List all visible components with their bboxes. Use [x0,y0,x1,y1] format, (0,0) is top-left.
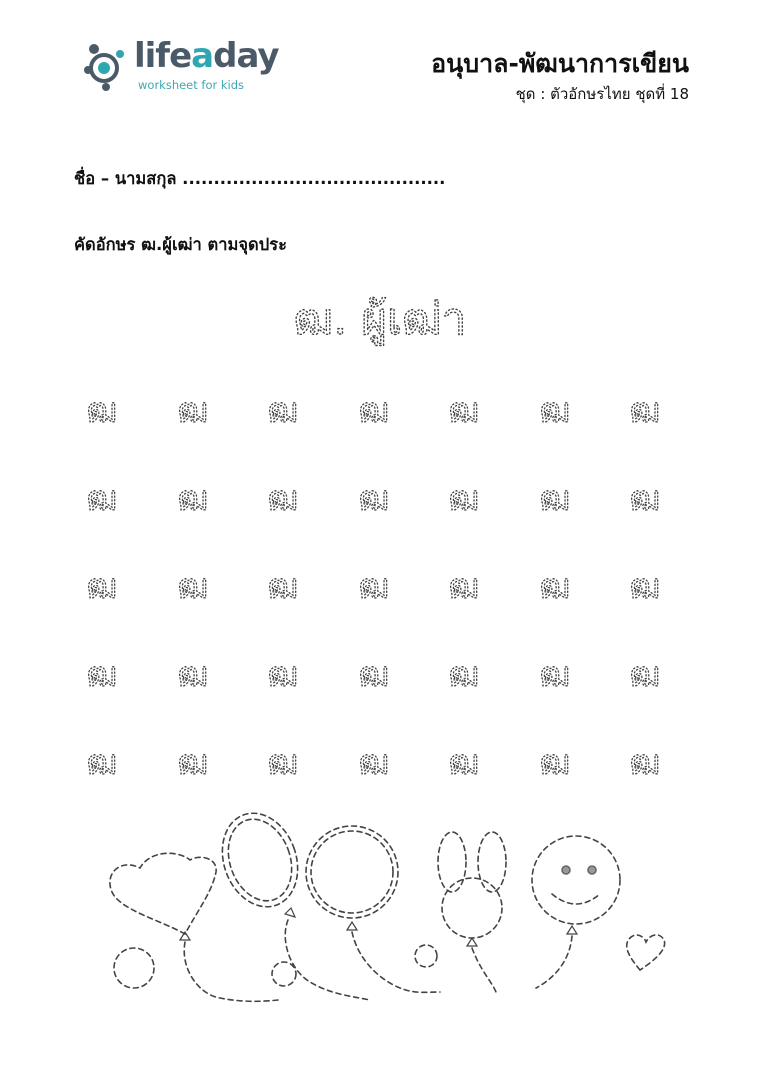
small-heart-icon [627,935,665,970]
trace-letter: ฒ [629,479,661,519]
dashed-circle-icon [114,948,154,988]
trace-letter: ฒ [177,391,208,431]
trace-letter: ฒ [448,655,480,695]
trace-letter: ฒ [86,743,118,783]
trace-letter-svg [344,644,404,698]
trace-letter-svg [253,380,313,434]
trace-letter: ฒ [358,743,389,783]
trace-letter-svg [615,732,675,786]
trace-letter-cell [344,468,404,522]
round-balloon-icon [306,826,440,992]
trace-letter: ฒ [358,479,389,519]
trace-letter-svg [434,644,494,698]
trace-letter: ฒ [629,391,661,431]
heart-balloon-icon [110,853,278,1001]
dashed-circle-icon [272,962,296,986]
trace-letter-cell [253,468,313,522]
trace-letter-svg [434,380,494,434]
instruction-text: คัดอักษร ฒ.ผู้เฒ่า ตามจุดประ [74,235,287,254]
trace-letter-svg [72,380,132,434]
trace-letter: ฒ [358,391,389,431]
trace-letter-svg [615,380,675,434]
trace-letter-cell [434,732,494,786]
smiley-balloon-icon [532,836,620,988]
trace-letter-svg [525,556,585,610]
trace-letter: ฒ [267,655,299,695]
brand-suffix: day [213,36,279,76]
main-word-text: ฒ. ผู้เฒ่า [293,294,467,345]
letter-trace-grid [72,380,692,800]
trace-letter-cell [434,556,494,610]
trace-letter: ฒ [267,743,299,783]
trace-letter-svg [253,644,313,698]
trace-letter: ฒ [177,567,208,607]
trace-letter-svg [72,732,132,786]
trace-letter-svg [525,468,585,522]
trace-letter-cell [434,468,494,522]
traced-main-word [230,262,530,352]
trace-letter-svg [72,556,132,610]
logo-molecule-icon [82,40,134,92]
trace-letter: ฒ [629,743,661,783]
trace-letter-svg [253,468,313,522]
trace-letter-svg [163,644,223,698]
trace-letter-cell [253,556,313,610]
trace-letter-cell [615,380,675,434]
trace-letter-cell [163,380,223,434]
trace-letter-svg [434,468,494,522]
trace-letter-svg [163,556,223,610]
trace-letter-svg [253,732,313,786]
trace-letter-svg [344,732,404,786]
trace-letter: ฒ [86,567,118,607]
trace-letter-cell [344,380,404,434]
trace-letter: ฒ [86,655,118,695]
trace-letter-cell [525,556,585,610]
trace-letter-cell [253,380,313,434]
trace-letter: ฒ [629,567,661,607]
trace-letter-svg [163,732,223,786]
trace-letter-cell [344,732,404,786]
trace-letter-cell [253,732,313,786]
trace-letter-svg [434,556,494,610]
trace-letter-cell [615,468,675,522]
trace-letter: ฒ [177,479,208,519]
trace-letter-cell [615,644,675,698]
oval-balloon-icon [210,810,370,1000]
trace-letter-svg [344,556,404,610]
trace-letter-cell [163,732,223,786]
trace-letter: ฒ [267,391,299,431]
trace-letter: ฒ [629,655,661,695]
trace-letter: ฒ [448,567,480,607]
brand-logo [82,36,279,98]
trace-letter: ฒ [267,567,299,607]
worksheet-title: อนุบาล-พัฒนาการเขียน [431,49,689,78]
trace-letter-svg [525,644,585,698]
balloons-tracing-picture [100,810,680,1010]
trace-letter: ฒ [448,479,480,519]
trace-letter: ฒ [539,567,570,607]
bunny-balloon-icon [438,832,506,992]
trace-letter-cell [72,468,132,522]
trace-letter: ฒ [539,479,570,519]
trace-letter-svg [344,468,404,522]
trace-letter-svg [615,468,675,522]
trace-letter-cell [72,556,132,610]
trace-letter-cell [344,556,404,610]
trace-letter-cell [253,644,313,698]
trace-letter: ฒ [448,743,480,783]
trace-letter-cell [525,468,585,522]
trace-letter-svg [72,468,132,522]
worksheet-subtitle: ชุด : ตัวอักษรไทย ชุดที่ 18 [515,85,689,103]
trace-letter: ฒ [448,391,480,431]
trace-letter-svg [615,556,675,610]
brand-accent: a [191,36,214,76]
trace-letter: ฒ [358,567,389,607]
trace-letter: ฒ [86,391,118,431]
trace-letter: ฒ [86,479,118,519]
brand-prefix: life [134,36,192,76]
trace-letter-svg [434,732,494,786]
trace-letter-svg [525,732,585,786]
trace-letter: ฒ [177,743,208,783]
trace-letter-cell [525,644,585,698]
trace-letter-cell [72,732,132,786]
trace-letter-cell [525,380,585,434]
trace-letter-cell [163,556,223,610]
trace-letter: ฒ [177,655,208,695]
trace-letter-cell [434,644,494,698]
student-name-line[interactable]: ชื่อ – นามสกุล .......................................... [74,169,446,188]
trace-letter-cell [163,644,223,698]
trace-letter: ฒ [539,743,570,783]
trace-letter-cell [163,468,223,522]
trace-letter-svg [72,644,132,698]
trace-letter: ฒ [267,479,299,519]
trace-letter-cell [615,732,675,786]
trace-letter-cell [615,556,675,610]
brand-wordmark [134,36,279,76]
trace-letter: ฒ [358,655,389,695]
trace-letter-cell [72,644,132,698]
trace-letter-cell [344,644,404,698]
trace-letter-cell [434,380,494,434]
trace-letter-svg [525,380,585,434]
trace-letter-cell [72,380,132,434]
brand-tagline: worksheet for kids [138,78,245,92]
trace-letter-svg [163,468,223,522]
trace-letter: ฒ [539,391,570,431]
dashed-circle-icon [415,945,437,967]
trace-letter: ฒ [539,655,570,695]
trace-letter-cell [525,732,585,786]
trace-letter-svg [253,556,313,610]
trace-letter-svg [615,644,675,698]
trace-letter-svg [163,380,223,434]
trace-letter-svg [344,380,404,434]
